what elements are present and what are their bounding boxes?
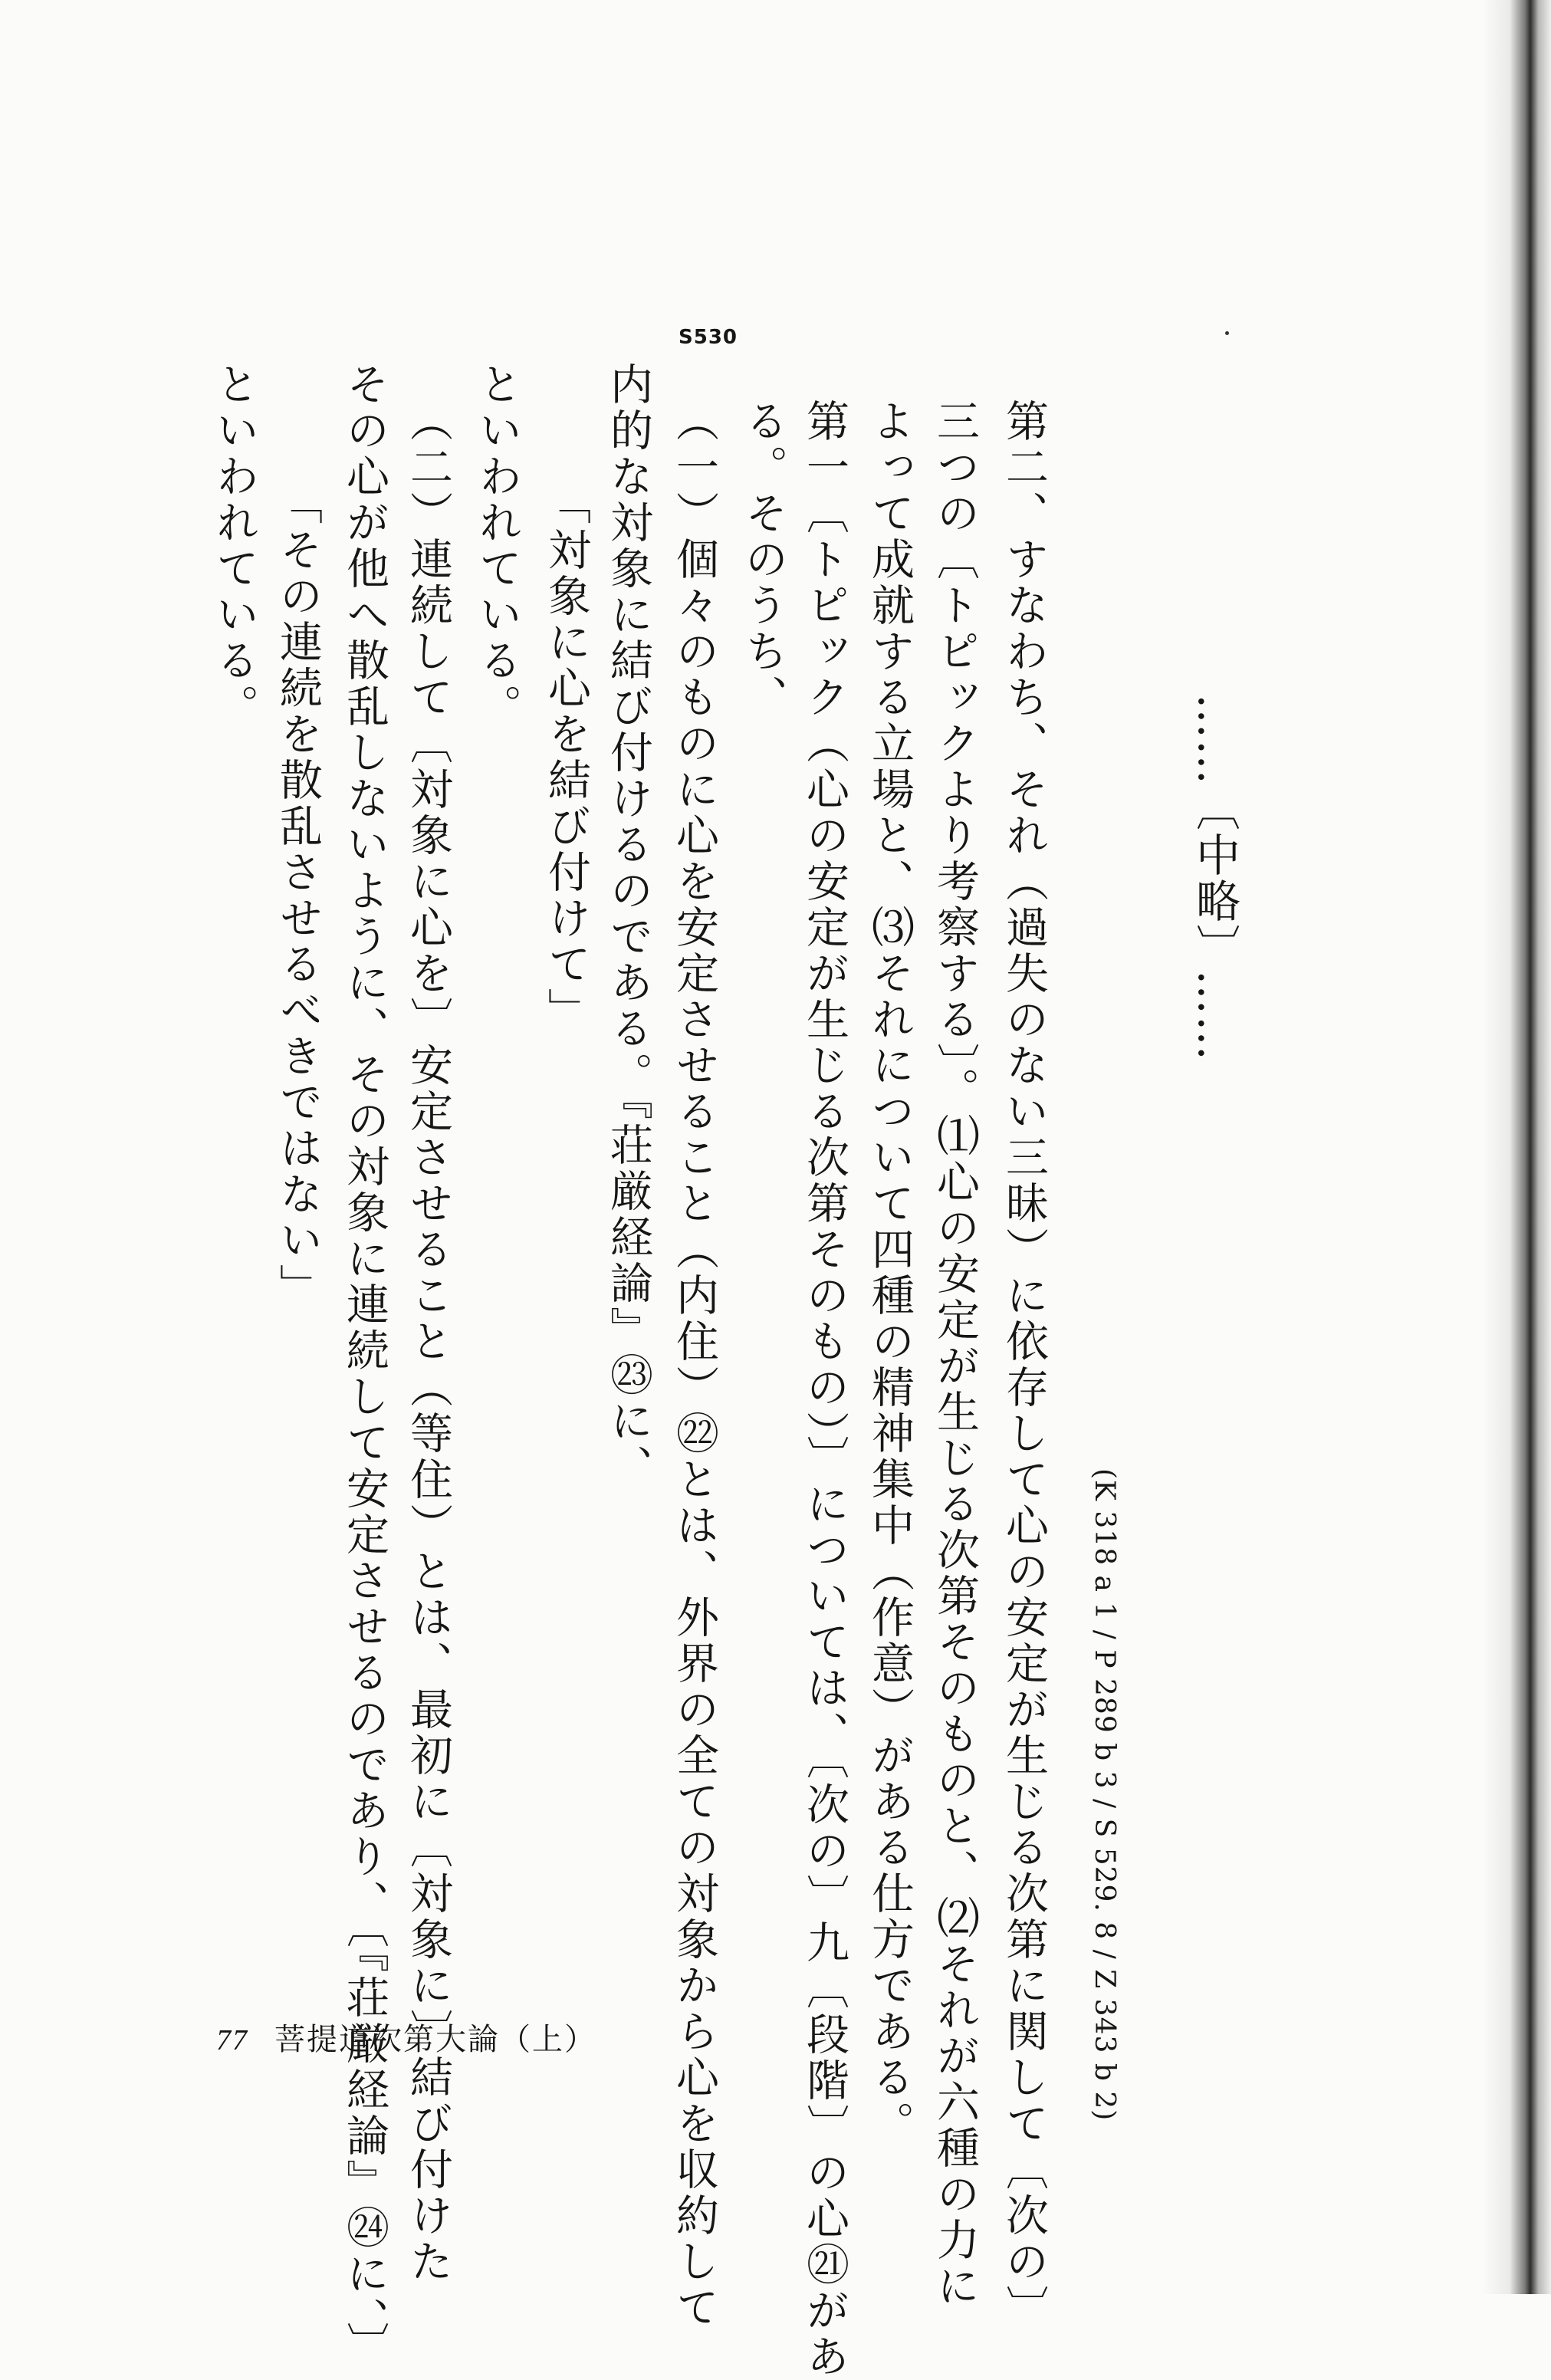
text-line-4: 第一〔トピック（心の安定が生じる次第そのもの）〕については、〔次の〕九〔段階〕の心㉑があ [800,399,849,2380]
text-line-11: といわれている。 [209,362,259,730]
quote-line-1: 「対象に心を結び付けて」 [541,482,591,1034]
book-title: 菩提道次第大論（上） [274,2022,596,2057]
page-footer [216,2015,596,2059]
quote-line-2: 「その連続を散乱させるべきではない」 [273,482,323,1310]
book-spine-shadow [1482,0,1551,2294]
source-reference: (K 318 a 1 / P 289 b 3 / S 529. 8 / Z 343 b 2) [1089,1468,1120,2122]
speck [1225,331,1229,335]
text-line-8: といわれている。 [472,362,522,730]
page-number: 77 [216,2024,248,2056]
text-line-7: 内的な対象に結び付けるのである。『荘厳経論』㉓に、 [603,362,653,1491]
text-line-1: 第二、すなわち、それ（過失のない三昧）に依存して心の安定が生じる次第に関して〔次の〕 [999,399,1049,2331]
text-line-9: （二）連続して〔対象に心を〕安定させること（等住）とは、最初に〔対象に〕結び付けた [403,399,453,2285]
text-line-3: よって成就する立場と、⑶それについて四種の精神集中（作意）がある仕方である。 [865,399,915,2147]
text-line-5: る。そのうち、 [738,399,788,721]
text-line-6: （一）個々のものに心を安定させること（内住）㉒とは、外界の全ての対象から心を収約して [669,399,719,2331]
text-line-10: その心が他へ散乱しないように、その対象に連続して安定させるのであり、〔『荘厳経論』㉔に、〕 [340,362,389,2368]
omission-marker: ……〔中略〕…… [1188,694,1240,1062]
page-marker: S530 [679,326,738,349]
text-line-2: 三つの〔トピックより考察する〕。⑴心の安定が生じる次第そのものと、⑵それが六種の力に [930,399,980,2309]
